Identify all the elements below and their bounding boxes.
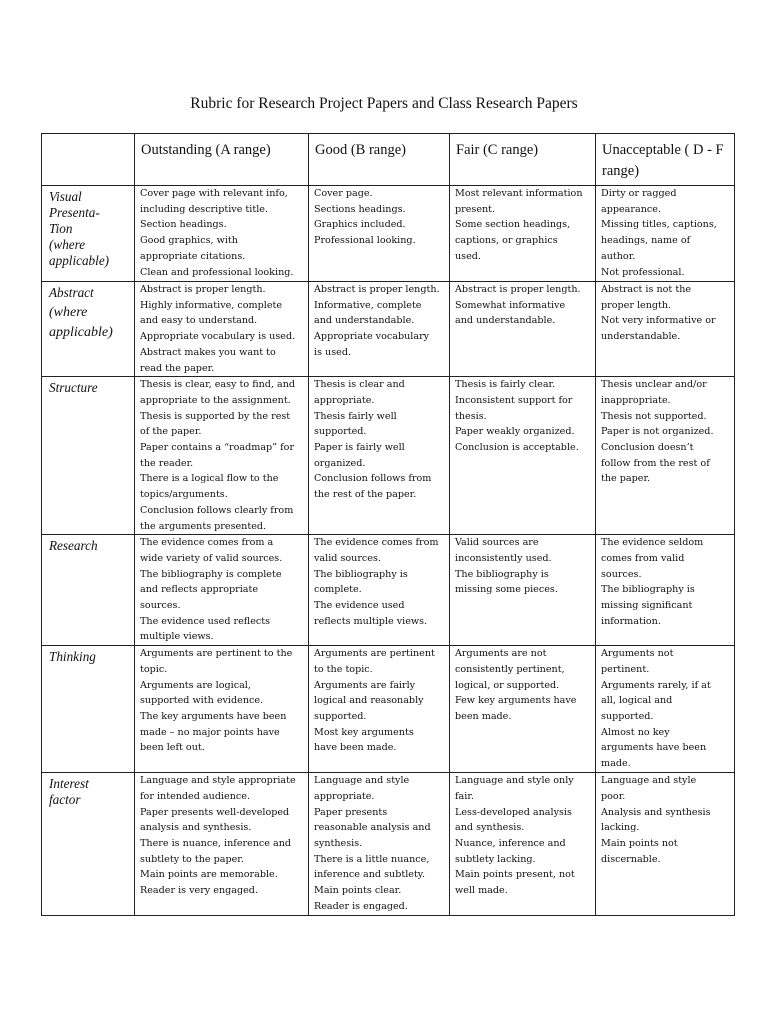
cell-line: Paper presents well-developed	[140, 806, 290, 818]
cell-line: Sections headings.	[314, 203, 406, 215]
cell-line: Valid sources are	[455, 537, 539, 549]
cell-line: Not professional.	[601, 266, 685, 278]
criterion-line: (where	[49, 237, 86, 252]
cell-line: Abstract is proper length.	[140, 284, 266, 295]
cell-line: Informative, complete	[314, 299, 422, 311]
outstanding-cell	[135, 186, 309, 282]
cell-line: missing some pieces.	[455, 584, 558, 596]
cell-line: logical, or supported.	[455, 679, 560, 691]
cell-line: reflects multiple views.	[314, 615, 428, 627]
criterion-line: (where	[49, 305, 88, 320]
good-cell	[309, 377, 450, 535]
cell-line: Abstract is not the	[601, 284, 692, 295]
header-row	[42, 134, 735, 186]
page-title: Rubric for Research Project Papers and Class Research Papers	[190, 95, 578, 112]
cell-line: captions, or graphics	[455, 235, 558, 247]
cell-line: Reader is very engaged.	[140, 885, 258, 897]
cell-line: Arguments are pertinent to the	[140, 648, 293, 660]
cell-line: Reader is engaged.	[314, 900, 408, 912]
cell-line: Thesis is supported by the rest	[140, 410, 291, 422]
rubric-row	[42, 646, 735, 773]
cell-line: Conclusion doesn’t	[601, 442, 694, 454]
cell-line: and easy to understand.	[140, 315, 258, 327]
criterion-cell	[42, 773, 135, 915]
cell-line: reasonable analysis and	[314, 822, 431, 834]
cell-line: analysis and synthesis.	[140, 822, 252, 834]
cell-line: the paper.	[601, 473, 651, 485]
outstanding-cell	[135, 646, 309, 773]
cell-line: The evidence seldom	[601, 537, 704, 549]
cell-line: multiple views.	[140, 631, 214, 643]
cell-line: Arguments are not	[455, 648, 547, 660]
cell-line: Arguments are fairly	[314, 679, 416, 691]
cell-line: Section headings.	[140, 219, 227, 231]
cell-line: Conclusion follows from	[314, 473, 432, 485]
cell-line: Thesis unclear and/or	[601, 379, 707, 391]
cell-line: proper length.	[601, 299, 672, 311]
cell-line: Thesis not supported.	[601, 410, 707, 422]
unacceptable-cell	[596, 646, 735, 773]
cell-line: the reader.	[140, 457, 194, 469]
cell-line: Thesis is fairly clear.	[455, 379, 556, 391]
cell-line: Thesis fairly well	[314, 410, 397, 422]
cell-line: Dirty or ragged	[601, 188, 677, 199]
cell-line: sources.	[140, 600, 181, 612]
cell-line: the rest of the paper.	[314, 489, 417, 501]
cell-line: Paper weakly organized.	[455, 426, 575, 438]
cell-line: Arguments not	[601, 648, 674, 660]
outstanding-cell	[135, 377, 309, 535]
criterion-line: factor	[49, 792, 81, 808]
cell-line: Abstract makes you want to	[140, 346, 276, 358]
cell-line: The key arguments have been	[140, 711, 287, 723]
cell-line: used.	[455, 250, 481, 262]
cell-line: The evidence comes from a	[140, 537, 274, 549]
cell-line: supported.	[601, 711, 654, 723]
cell-line: Main points clear.	[314, 885, 402, 897]
criterion-line: Interest	[49, 776, 89, 792]
cell-line: lacking.	[601, 822, 640, 834]
cell-line: appropriate to the assignment.	[140, 394, 291, 406]
cell-line: made.	[601, 758, 631, 770]
cell-line: Cover page.	[314, 188, 373, 199]
cell-line: Good graphics, with	[140, 235, 238, 247]
criterion-line: Visual	[49, 189, 82, 204]
criterion-cell	[42, 377, 135, 535]
cell-line: appropriate.	[314, 394, 375, 406]
cell-line: made – no major points have	[140, 726, 280, 738]
cell-line: The evidence used reflects	[140, 615, 271, 627]
cell-line: the arguments presented.	[140, 520, 267, 532]
cell-line: Less-developed analysis	[455, 806, 572, 818]
cell-line: The bibliography is	[601, 584, 695, 596]
cell-line: supported.	[314, 426, 367, 438]
cell-line: Language and style only	[455, 775, 574, 787]
cell-line: arguments have been	[601, 742, 707, 754]
cell-line: Conclusion is acceptable.	[455, 442, 579, 454]
cell-line: Paper contains a “roadmap” for	[140, 442, 295, 454]
cell-line: for intended audience.	[140, 790, 250, 802]
cell-line: and understandable.	[455, 315, 556, 327]
rubric-table	[41, 133, 735, 916]
criterion-line: Thinking	[49, 649, 96, 665]
good-cell	[309, 282, 450, 377]
cell-line: and understandable.	[314, 315, 415, 327]
cell-line: and synthesis.	[455, 822, 525, 834]
cell-line: Paper is not organized.	[601, 426, 714, 438]
cell-line: Main points present, not	[455, 869, 575, 881]
cell-line: Paper presents	[314, 806, 388, 818]
cell-line: Appropriate vocabulary	[314, 331, 430, 343]
cell-line: to the topic.	[314, 663, 373, 675]
rubric-row	[42, 773, 735, 915]
cell-line: discernable.	[601, 853, 661, 865]
rubric-row	[42, 186, 735, 282]
outstanding-cell	[135, 535, 309, 646]
cell-line: fair.	[455, 790, 474, 802]
good-cell	[309, 535, 450, 646]
cell-line: supported.	[314, 711, 367, 723]
cell-line: logical and reasonably	[314, 695, 424, 707]
cell-line: comes from valid	[601, 552, 685, 564]
cell-line: Arguments rarely, if at	[601, 679, 711, 691]
cell-line: The evidence used	[314, 600, 405, 612]
cell-line: appearance.	[601, 203, 661, 215]
cell-line: synthesis.	[314, 838, 363, 850]
fair-cell	[450, 773, 596, 915]
fair-cell	[450, 535, 596, 646]
cell-line: Clean and professional looking.	[140, 266, 294, 278]
cell-line: present.	[455, 203, 496, 215]
good-cell	[309, 646, 450, 773]
cell-line: inference and subtlety.	[314, 869, 426, 881]
cell-line: Professional looking.	[314, 235, 416, 247]
cell-line: appropriate citations.	[140, 250, 246, 262]
cell-line: inappropriate.	[601, 394, 671, 406]
cell-line: Nuance, inference and	[455, 838, 566, 850]
criterion-line: applicable)	[49, 325, 113, 340]
cell-line: all, logical and	[601, 695, 673, 707]
cell-line: been made.	[455, 711, 512, 723]
cell-line: The bibliography is complete	[140, 568, 282, 580]
cell-line: pertinent.	[601, 663, 650, 675]
criterion-cell	[42, 186, 135, 282]
fair-cell	[450, 186, 596, 282]
cell-line: subtlety lacking.	[455, 853, 536, 865]
cell-line: The bibliography is	[455, 568, 549, 580]
outstanding-cell	[135, 282, 309, 377]
header-outstanding: Outstanding (A range)	[135, 134, 309, 186]
cell-line: supported with evidence.	[140, 695, 264, 707]
cell-line: wide variety of valid sources.	[140, 552, 283, 564]
unacceptable-cell	[596, 773, 735, 915]
cell-line: and reflects appropriate	[140, 584, 259, 596]
fair-cell	[450, 646, 596, 773]
cell-line: complete.	[314, 584, 362, 596]
cell-line: Thesis is clear, easy to find, and	[140, 379, 296, 391]
cell-line: valid sources.	[314, 552, 381, 564]
criterion-line: Structure	[49, 380, 98, 396]
criterion-line: Tion	[49, 221, 73, 236]
cell-line: been left out.	[140, 742, 205, 754]
cell-line: well made.	[455, 885, 508, 897]
unacceptable-cell	[596, 282, 735, 377]
unacceptable-cell	[596, 377, 735, 535]
criterion-cell	[42, 646, 135, 773]
fair-cell	[450, 377, 596, 535]
header-fair: Fair (C range)	[450, 134, 596, 186]
cell-line: Most relevant information	[455, 188, 583, 199]
header-corner	[42, 134, 135, 186]
criterion-cell	[42, 282, 135, 377]
cell-line: Abstract is proper length.	[314, 284, 440, 295]
cell-line: topic.	[140, 663, 168, 675]
cell-line: topics/arguments.	[140, 489, 228, 501]
cell-line: Almost no key	[601, 726, 670, 738]
cell-line: author.	[601, 250, 636, 262]
cell-line: headings, name of	[601, 235, 691, 247]
cell-line: appropriate.	[314, 790, 375, 802]
cell-line: Somewhat informative	[455, 299, 566, 311]
cell-line: Abstract is proper length.	[455, 284, 581, 295]
cell-line: There is a logical flow to the	[140, 473, 279, 485]
cell-line: Analysis and synthesis	[601, 806, 711, 818]
good-cell	[309, 773, 450, 915]
cell-line: Not very informative or	[601, 315, 716, 327]
cell-line: Inconsistent support for	[455, 394, 573, 406]
cell-line: thesis.	[455, 410, 487, 422]
cell-line: is used.	[314, 346, 352, 358]
cell-line: Highly informative, complete	[140, 299, 283, 311]
outstanding-cell	[135, 773, 309, 915]
cell-line: The evidence comes from	[314, 537, 439, 549]
cell-line: Cover page with relevant info,	[140, 188, 288, 199]
cell-line: poor.	[601, 790, 626, 802]
criterion-line: Presenta-	[49, 205, 100, 220]
cell-line: There is a little nuance,	[314, 853, 430, 865]
cell-line: Language and style appropriate	[140, 775, 296, 787]
criterion-cell	[42, 535, 135, 646]
cell-line: Main points are memorable.	[140, 869, 278, 881]
cell-line: The bibliography is	[314, 568, 408, 580]
cell-line: follow from the rest of	[601, 457, 710, 469]
rubric-row	[42, 282, 735, 377]
criterion-line: Research	[49, 538, 98, 554]
criterion-line: applicable)	[49, 253, 110, 268]
cell-line: Some section headings,	[455, 219, 571, 231]
good-cell	[309, 186, 450, 282]
cell-line: information.	[601, 615, 661, 627]
cell-line: Main points not	[601, 838, 678, 850]
cell-line: There is nuance, inference and	[140, 838, 292, 850]
rubric-row	[42, 377, 735, 535]
criterion-line: Abstract	[49, 285, 94, 300]
unacceptable-cell	[596, 535, 735, 646]
rubric-row	[42, 535, 735, 646]
unacceptable-cell	[596, 186, 735, 282]
cell-line: Paper is fairly well	[314, 442, 405, 454]
cell-line: Arguments are logical,	[140, 679, 251, 691]
cell-line: understandable.	[601, 331, 681, 343]
cell-line: consistently pertinent,	[455, 663, 565, 675]
cell-line: Few key arguments have	[455, 695, 577, 707]
cell-line: read the paper.	[140, 362, 215, 374]
cell-line: have been made.	[314, 742, 397, 754]
header-unacceptable: Unacceptable ( D - F range)	[596, 134, 735, 186]
cell-line: subtlety to the paper.	[140, 853, 244, 865]
cell-line: Missing titles, captions,	[601, 219, 717, 231]
header-good: Good (B range)	[309, 134, 450, 186]
cell-line: Most key arguments	[314, 726, 414, 738]
fair-cell	[450, 282, 596, 377]
cell-line: Arguments are pertinent	[314, 648, 435, 660]
cell-line: Thesis is clear and	[314, 379, 405, 391]
cell-line: Graphics included.	[314, 219, 406, 231]
cell-line: Conclusion follows clearly from	[140, 504, 294, 516]
cell-line: including descriptive title.	[140, 203, 269, 215]
cell-line: Appropriate vocabulary is used.	[140, 331, 296, 343]
cell-line: Language and style	[601, 775, 697, 787]
cell-line: missing significant	[601, 600, 693, 612]
cell-line: organized.	[314, 457, 366, 469]
cell-line: sources.	[601, 568, 642, 580]
cell-line: of the paper.	[140, 426, 202, 438]
cell-line: inconsistently used.	[455, 552, 552, 564]
cell-line: Language and style	[314, 775, 410, 787]
